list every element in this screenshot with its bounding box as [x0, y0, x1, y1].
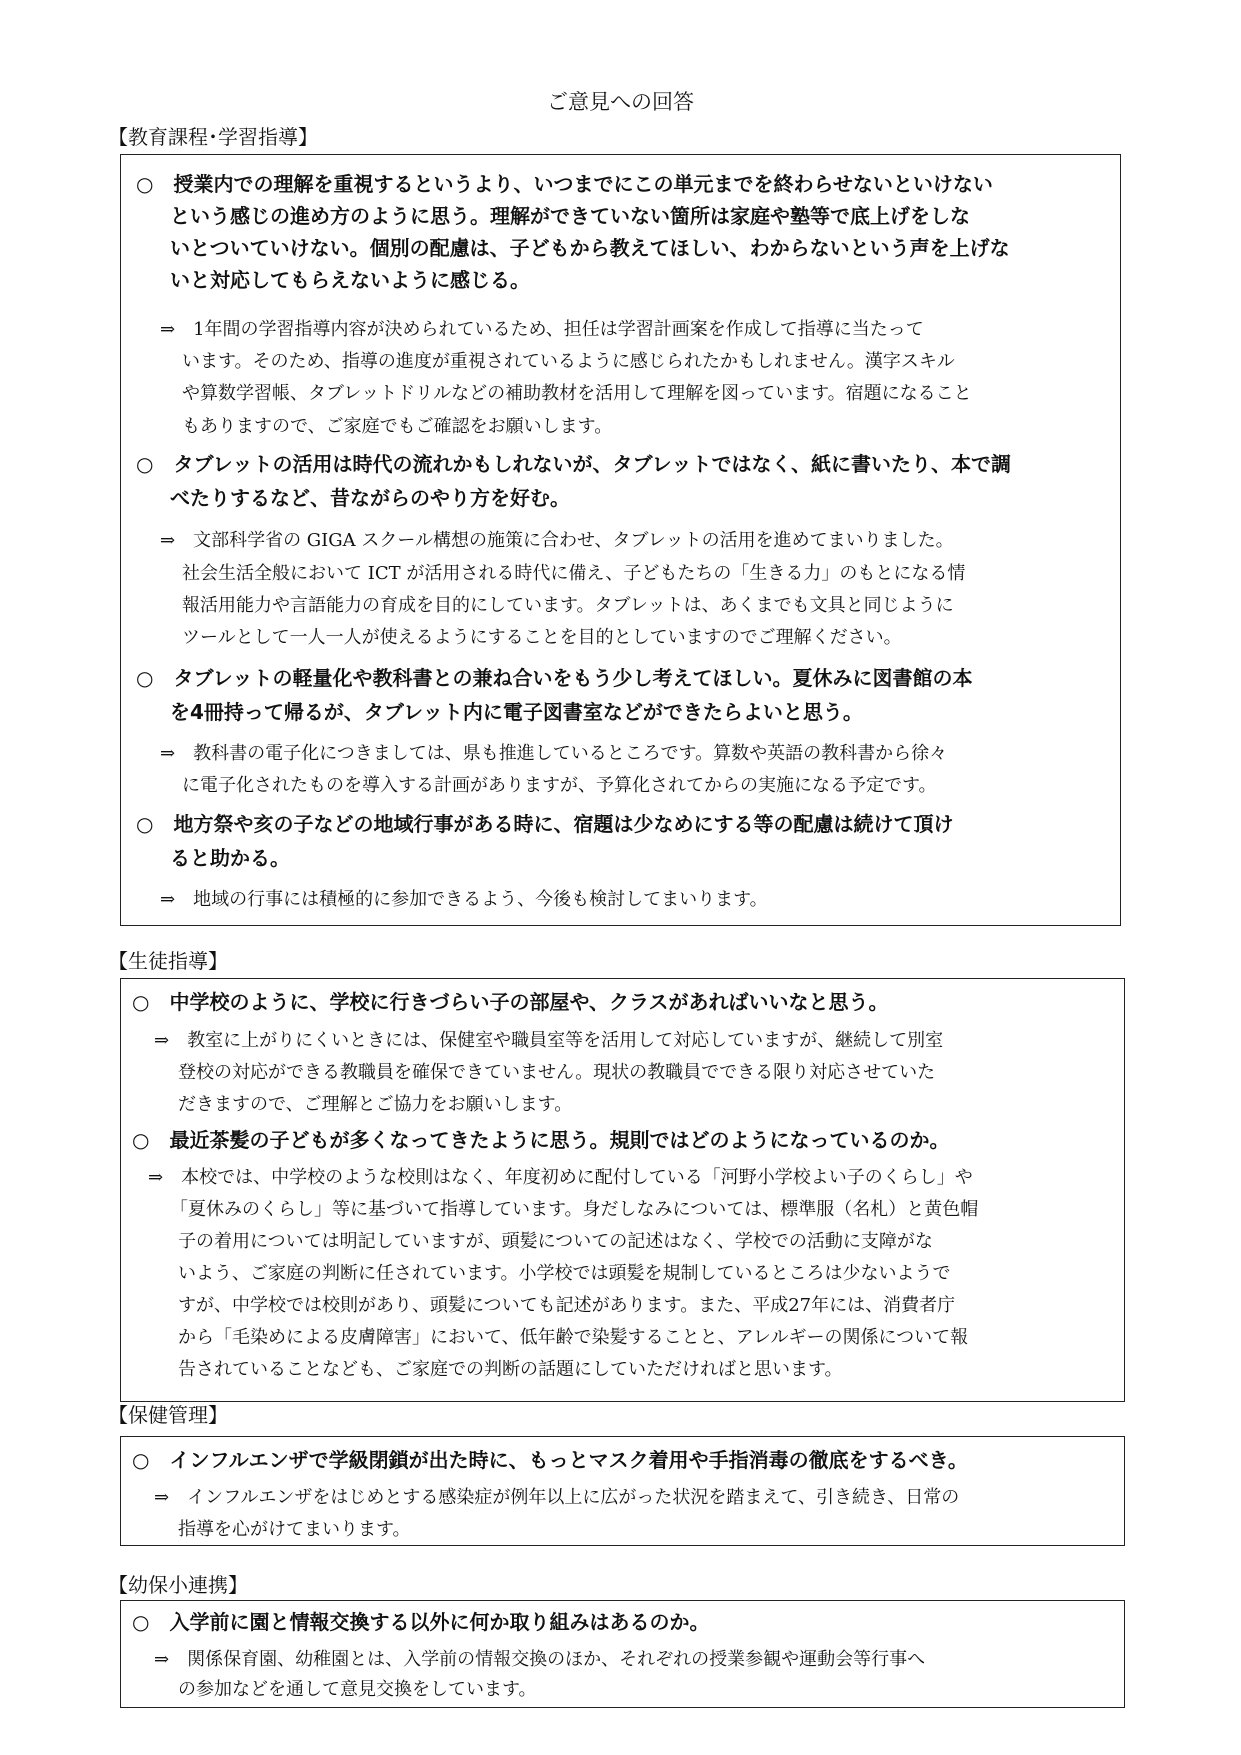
question-line: ○ 入学前に園と情報交換する以外に何か取り組みはあるのか。	[132, 1610, 710, 1634]
question-line: いと対応してもらえないように感じる。	[170, 268, 530, 292]
answer-line: の参加などを通して意見交換をしています。	[178, 1679, 537, 1700]
document-title: ご意見への回答	[547, 90, 694, 114]
section-heading-health: 【保健管理】	[108, 1403, 228, 1427]
answer-line: 社会生活全般において ICT が活用される時代に備え、子どもたちの「生きる力」のもとになる情	[182, 563, 966, 584]
question-line: いとついていけない。個別の配慮は、子どもから教えてほしい、わからないという声を上げな	[170, 236, 1010, 260]
section-heading-student-guidance: 【生徒指導】	[108, 949, 228, 973]
section-heading-preschool: 【幼保小連携】	[108, 1573, 248, 1597]
answer-line: ⇒ 関係保育園、幼稚園とは、入学前の情報交換のほか、それぞれの授業参観や運動会等行事へ	[154, 1649, 926, 1670]
answer-line: ⇒ 地域の行事には積極的に参加できるよう、今後も検討してまいります。	[160, 889, 768, 910]
answer-line: 告されていることなども、ご家庭での判断の話題にしていただければと思います。	[178, 1359, 843, 1380]
answer-line: ⇒ 文部科学省の GIGA スクール構想の施策に合わせ、タブレットの活用を進めてまいりました。	[160, 530, 954, 551]
question-line: ると助かる。	[170, 846, 290, 870]
question-line: ○ 最近茶髪の子どもが多くなってきたように思う。規則ではどのようになっているのか。	[132, 1128, 950, 1152]
question-line: ○ タブレットの軽量化や教科書との兼ね合いをもう少し考えてほしい。夏休みに図書館の本	[136, 666, 973, 690]
question-line: ○ タブレットの活用は時代の流れかもしれないが、タブレットではなく、紙に書いたり、本で調	[136, 452, 1012, 476]
answer-line: や算数学習帳、タブレットドリルなどの補助教材を活用して理解を図っています。宿題になること	[182, 383, 972, 404]
answer-line: います。そのため、指導の進度が重視されているように感じられたかもしれません。漢字スキル	[182, 351, 955, 372]
answer-line: いよう、ご家庭の判断に任されています。小学校では頭髪を規制しているところは少ないようで	[178, 1263, 951, 1284]
answer-line: 登校の対応ができる教職員を確保できていません。現状の教職員でできる限り対応させていた	[178, 1062, 936, 1083]
question-line: べたりするなど、昔ながらのやり方を好む。	[170, 486, 570, 510]
answer-line: 指導を心がけてまいります。	[178, 1519, 411, 1540]
question-line: を4冊持って帰るが、タブレット内に電子図書室などができたらよいと思う。	[170, 700, 863, 724]
answer-line: 報活用能力や言語能力の育成を目的にしています。タブレットは、あくまでも文具と同じように	[182, 595, 954, 616]
question-line: ○ 地方祭や亥の子などの地域行事がある時に、宿題は少なめにする等の配慮は続けて頂け	[136, 812, 954, 836]
question-line: ○ インフルエンザで学級閉鎖が出た時に、もっとマスク着用や手指消毒の徹底をするべき。	[132, 1448, 968, 1472]
answer-line: ⇒ 教科書の電子化につきましては、県も推進しているところです。算数や英語の教科書から徐々	[160, 743, 948, 764]
answer-line: もありますので、ご家庭でもご確認をお願いします。	[182, 416, 613, 437]
answer-line: ⇒ インフルエンザをはじめとする感染症が例年以上に広がった状況を踏まえて、引き続き、日常の	[154, 1487, 960, 1508]
answer-line: 子の着用については明記していますが、頭髪についての記述はなく、学校での活動に支障がな	[178, 1231, 933, 1252]
answer-line: 「夏休みのくらし」等に基づいて指導しています。身だしなみについては、標準服（名札）と黄色帽	[170, 1199, 979, 1220]
answer-line: ⇒ 本校では、中学校のような校則はなく、年度初めに配付している「河野小学校よい子のくらし」や	[148, 1167, 973, 1188]
answer-line: ⇒ 1年間の学習指導内容が決められているため、担任は学習計画案を作成して指導に当たって	[160, 319, 924, 340]
question-line: ○ 授業内での理解を重視するというより、いつまでにこの単元までを終わらせないといけない	[136, 172, 993, 196]
answer-line: ⇒ 教室に上がりにくいときには、保健室や職員室等を活用して対応していますが、継続して別室	[154, 1030, 944, 1051]
question-line: ○ 中学校のように、学校に行きづらい子の部屋や、クラスがあればいいなと思う。	[132, 990, 889, 1014]
answer-line: ツールとして一人一人が使えるようにすることを目的としていますのでご理解ください。	[182, 627, 902, 648]
question-line: という感じの進め方のように思う。理解ができていない箇所は家庭や塾等で底上げをしな	[170, 204, 970, 228]
answer-line: だきますので、ご理解とご協力をお願いします。	[178, 1094, 573, 1115]
answer-line: すが、中学校では校則があり、頭髪についても記述があります。また、平成27年には、消費者庁	[178, 1295, 956, 1316]
answer-line: から「毛染めによる皮膚障害」において、低年齢で染髪することと、アレルギーの関係について報	[178, 1327, 969, 1348]
section-heading-curriculum: 【教育課程･学習指導】	[108, 125, 318, 149]
answer-line: に電子化されたものを導入する計画がありますが、予算化されてからの実施になる予定です。	[182, 775, 937, 796]
